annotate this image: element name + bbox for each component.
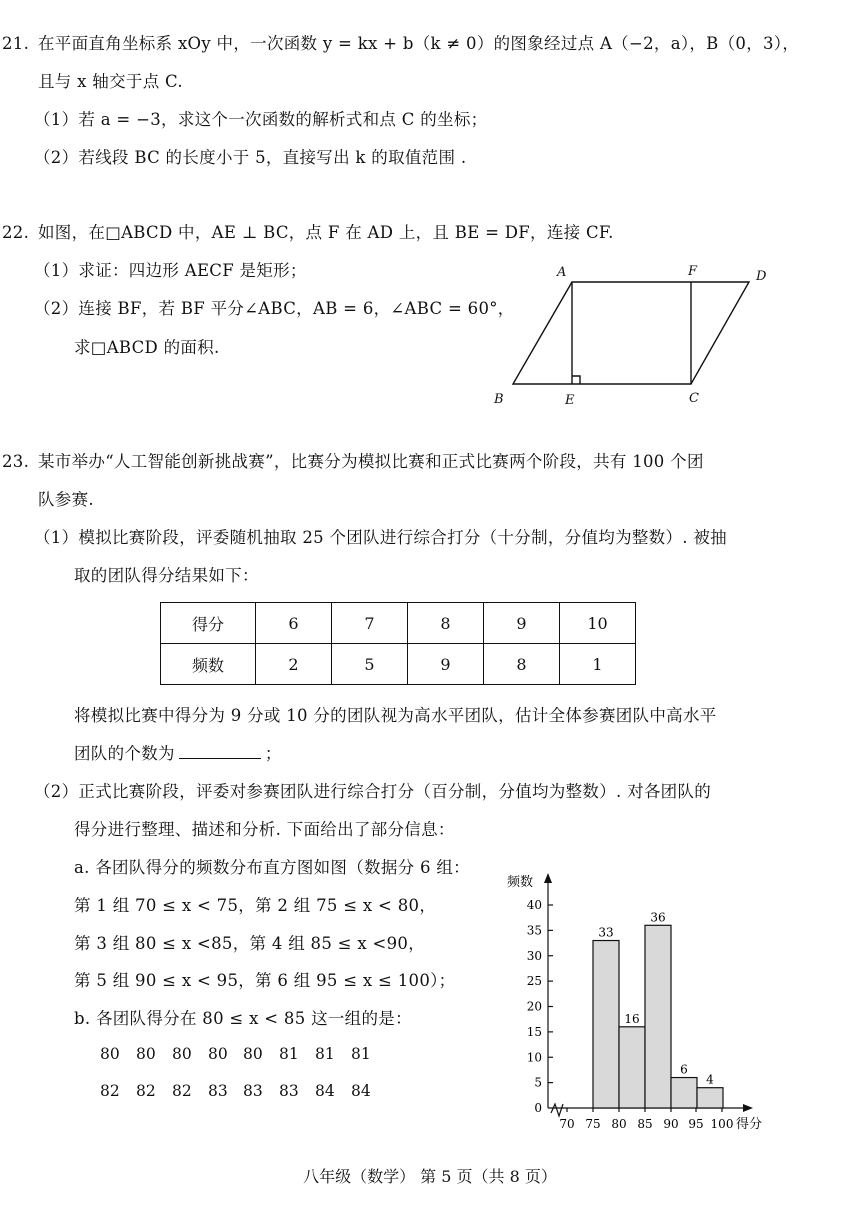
- table-header-frequency: 频数: [161, 644, 256, 685]
- group-value: 81: [279, 1045, 299, 1063]
- axis-break-mark: [551, 1104, 563, 1116]
- y-tick-label: 40: [526, 898, 542, 912]
- bar-value-label: 4: [706, 1072, 714, 1087]
- q21-line1: 在平面直角坐标系 xOy 中，一次函数 y = kx + b（k ≠ 0）的图象经过点 A（−2，a），B（0，3），: [38, 34, 800, 53]
- parallelogram-figure: [485, 255, 785, 415]
- q23-line2: 队参赛.: [38, 490, 94, 509]
- q23-number: 23.: [2, 452, 30, 471]
- q21-part2: （2）若线段 BC 的长度小于 5，直接写出 k 的取值范围 .: [34, 148, 467, 167]
- table-row-frequency: [161, 644, 636, 685]
- table-cell: 9: [408, 644, 484, 685]
- q22-number: 22.: [2, 223, 30, 242]
- x-tick-label: 95: [688, 1117, 704, 1131]
- bar-value-label: 16: [624, 1011, 640, 1026]
- histogram-bar: [619, 1027, 645, 1108]
- group-value: 80: [100, 1045, 120, 1063]
- table-cell: 10: [560, 603, 636, 644]
- bar-value-label: 6: [680, 1062, 688, 1077]
- x-tick-label: 70: [559, 1117, 575, 1131]
- x-tick-label: 90: [663, 1117, 679, 1131]
- label-c: C: [689, 391, 699, 406]
- x-tick-label: 75: [585, 1117, 601, 1131]
- q23-part1d: [74, 743, 282, 765]
- y-tick-label: 10: [526, 1050, 542, 1065]
- histogram-bar: [593, 941, 619, 1108]
- y-tick-label: 15: [526, 1024, 542, 1039]
- q21-number: 21.: [2, 34, 30, 53]
- table-cell: 2: [256, 644, 332, 685]
- q23-part2b: 得分进行整理、描述和分析. 下面给出了部分信息：: [74, 820, 455, 839]
- group-value: 82: [136, 1082, 156, 1100]
- table-cell: 1: [560, 644, 636, 685]
- label-f: F: [688, 264, 698, 279]
- q23-part1b: 取的团队得分结果如下：: [74, 566, 259, 585]
- table-cell: 8: [408, 603, 484, 644]
- histogram-bar: [671, 1078, 697, 1108]
- frequency-histogram: [495, 866, 785, 1141]
- q23-info-a3: 第 3 组 80 ≤ x <85，第 4 组 85 ≤ x <90，: [74, 934, 426, 953]
- table-header-score: 得分: [161, 603, 256, 644]
- group-value: 80: [208, 1045, 228, 1063]
- y-tick-label: 5: [534, 1075, 542, 1090]
- q23-info-a2: 第 1 组 70 ≤ x < 75，第 2 组 75 ≤ x < 80，: [74, 896, 437, 915]
- y-tick-label: 35: [526, 923, 542, 938]
- y-tick-label: 25: [526, 974, 542, 989]
- q22-part1: （1）求证：四边形 AECF 是矩形；: [34, 261, 307, 280]
- q23-part2a: （2）正式比赛阶段，评委对参赛团队进行综合打分（百分制，分值均为整数）. 对各团队的: [34, 782, 712, 801]
- q21-line2: 且与 x 轴交于点 C.: [38, 72, 183, 91]
- bar-value-label: 36: [650, 910, 666, 925]
- q21-part1: （1）若 a = −3，求这个一次函数的解析式和点 C 的坐标；: [34, 110, 488, 129]
- group-value: 83: [279, 1082, 299, 1100]
- histogram-bar: [697, 1088, 723, 1108]
- q23-line1: 某市举办“人工智能创新挑战赛”，比赛分为模拟比赛和正式比赛两个阶段，共有 100 个团: [38, 452, 704, 471]
- q23-part1c: 将模拟比赛中得分为 9 分或 10 分的团队视为高水平团队，估计全体参赛团队中高水平: [74, 706, 717, 725]
- label-d: D: [756, 269, 767, 284]
- y-tick-label: 0: [534, 1101, 542, 1115]
- q23-part1d-pre: 团队的个数为: [74, 744, 175, 763]
- y-tick-label: 30: [526, 948, 542, 963]
- bar-value-label: 33: [598, 925, 614, 940]
- table-cell: 9: [484, 603, 560, 644]
- x-axis-arrow: [743, 1104, 753, 1112]
- group-value: 82: [172, 1082, 192, 1100]
- table-cell: 8: [484, 644, 560, 685]
- group-value: 80: [136, 1045, 156, 1063]
- group-value: 82: [100, 1082, 120, 1100]
- table-cell: 7: [332, 603, 408, 644]
- y-tick-label: 20: [526, 999, 542, 1014]
- y-axis-arrow: [544, 873, 552, 883]
- group-value: 80: [243, 1045, 263, 1063]
- label-b: B: [494, 392, 504, 407]
- label-e: E: [565, 393, 575, 408]
- group-value: 84: [315, 1082, 335, 1100]
- parallelogram-abcd: [513, 282, 749, 384]
- group-value: 81: [351, 1045, 371, 1063]
- q23-part1d-post: ；: [264, 744, 282, 763]
- group-value: 83: [208, 1082, 228, 1100]
- page-footer: 八年级（数学） 第 5 页（共 8 页）: [303, 1167, 557, 1186]
- right-angle-mark: [572, 376, 580, 384]
- table-cell: 6: [256, 603, 332, 644]
- x-axis-label: 得分: [736, 1117, 763, 1132]
- table-cell: 5: [332, 644, 408, 685]
- q23-info-b: b. 各团队得分在 80 ≤ x < 85 这一组的是：: [74, 1009, 412, 1028]
- group-value: 80: [172, 1045, 192, 1063]
- group-value: 83: [243, 1082, 263, 1100]
- x-tick-label: 80: [611, 1117, 627, 1131]
- group-value: 81: [315, 1045, 335, 1063]
- table-row-score: [161, 603, 636, 644]
- q23-part1a: （1）模拟比赛阶段，评委随机抽取 25 个团队进行综合打分（十分制，分值均为整数）. 被抽: [34, 528, 727, 547]
- q22-line1: 如图，在□ABCD 中，AE ⊥ BC，点 F 在 AD 上，且 BE = DF，连接 CF.: [38, 223, 614, 242]
- q23-info-a1: a. 各团队得分的频数分布直方图如图（数据分 6 组：: [74, 858, 470, 877]
- x-tick-label: 85: [637, 1117, 653, 1131]
- answer-blank[interactable]: [179, 743, 261, 759]
- y-axis-label: 频数: [507, 875, 534, 890]
- q23-info-a4: 第 5 组 90 ≤ x < 95，第 6 组 95 ≤ x ≤ 100）；: [74, 971, 456, 990]
- histogram-bar: [645, 925, 671, 1108]
- score-frequency-table: [160, 602, 636, 685]
- q22-part2: （2）连接 BF，若 BF 平分∠ABC，AB = 6，∠ABC = 60°，: [34, 299, 515, 318]
- x-tick-label: 100: [710, 1117, 734, 1131]
- q22-part2b: 求□ABCD 的面积.: [74, 338, 220, 357]
- label-a: A: [557, 265, 567, 280]
- group-value: 84: [351, 1082, 371, 1100]
